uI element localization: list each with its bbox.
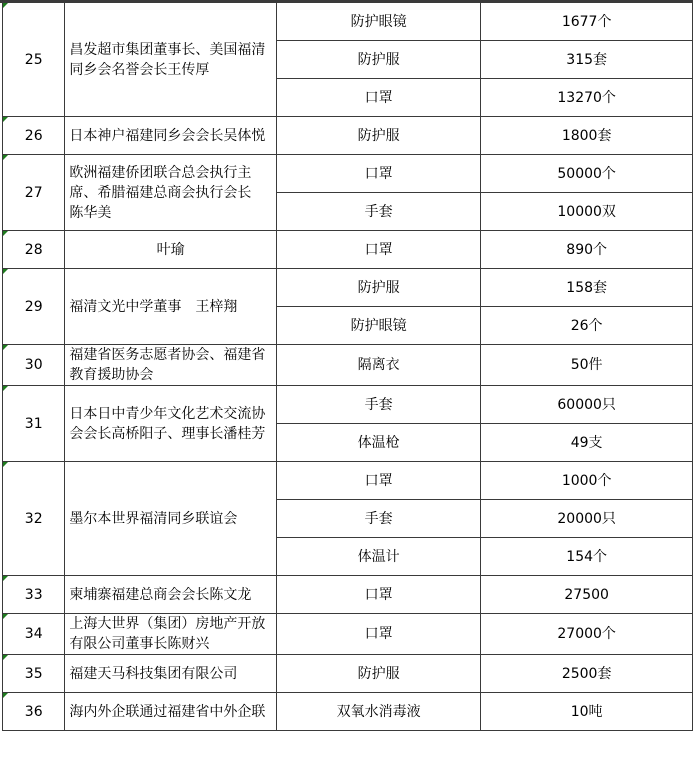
donor-name: 柬埔寨福建总商会会长陈文龙: [69, 586, 252, 603]
donor-name: 上海大世界（集团）房地产开放有限公司董事长陈财兴: [69, 616, 266, 652]
table-row: [3, 386, 693, 424]
row-number-cell[interactable]: [3, 269, 65, 345]
donor-cell[interactable]: [65, 155, 277, 231]
quantity-cell[interactable]: [481, 655, 693, 693]
donor-name: 昌发超市集团董事长、美国福清同乡会名誉会长王传厚: [69, 41, 266, 78]
item-cell[interactable]: [276, 614, 480, 655]
quantity-value: 10吨: [570, 703, 603, 720]
cell-marker-icon: [3, 386, 8, 391]
table-row: [3, 3, 693, 41]
item-cell[interactable]: [276, 41, 480, 79]
quantity-value: 1000个: [561, 472, 612, 489]
item-name: 口罩: [364, 165, 393, 182]
cell-marker-icon: [3, 614, 8, 619]
donor-cell[interactable]: [65, 3, 277, 117]
quantity-cell[interactable]: [481, 614, 693, 655]
row-number-cell[interactable]: [3, 462, 65, 576]
quantity-value: 2500套: [561, 665, 612, 682]
quantity-value: 158套: [566, 279, 608, 296]
quantity-value: 13270个: [557, 89, 616, 106]
table-row: [3, 345, 693, 386]
row-number-cell[interactable]: [3, 576, 65, 614]
item-cell[interactable]: [276, 655, 480, 693]
cell-marker-icon: [3, 462, 8, 467]
quantity-value: 20000只: [557, 510, 616, 527]
item-cell[interactable]: [276, 538, 480, 576]
row-number: 29: [24, 298, 43, 315]
item-cell[interactable]: [276, 155, 480, 193]
item-cell[interactable]: [276, 117, 480, 155]
row-number-cell[interactable]: [3, 345, 65, 386]
row-number-cell[interactable]: [3, 231, 65, 269]
row-number: 25: [24, 51, 43, 68]
quantity-value: 154个: [566, 548, 608, 565]
quantity-value: 27000个: [557, 626, 616, 642]
quantity-value: 890个: [566, 241, 608, 258]
quantity-cell[interactable]: [481, 538, 693, 576]
item-cell[interactable]: [276, 693, 480, 731]
item-cell[interactable]: [276, 231, 480, 269]
item-name: 防护服: [357, 127, 400, 144]
quantity-cell[interactable]: [481, 269, 693, 307]
item-name: 口罩: [364, 472, 393, 489]
row-number-cell[interactable]: [3, 693, 65, 731]
row-number: 36: [24, 703, 43, 720]
quantity-cell[interactable]: [481, 500, 693, 538]
item-cell[interactable]: [276, 500, 480, 538]
row-number: 27: [24, 184, 43, 201]
table-row: [3, 576, 693, 614]
item-name: 口罩: [364, 626, 393, 642]
quantity-cell[interactable]: [481, 424, 693, 462]
item-name: 口罩: [364, 241, 393, 258]
quantity-cell[interactable]: [481, 193, 693, 231]
item-name: 手套: [364, 203, 393, 220]
item-name: 口罩: [364, 89, 393, 106]
cell-marker-icon: [3, 655, 8, 660]
item-name: 体温枪: [357, 434, 400, 451]
item-name: 防护眼镜: [350, 317, 407, 334]
item-cell[interactable]: [276, 79, 480, 117]
donor-cell[interactable]: [65, 693, 277, 731]
donor-name: 墨尔本世界福清同乡联谊会: [69, 510, 238, 527]
quantity-cell[interactable]: [481, 79, 693, 117]
item-name: 防护眼镜: [350, 13, 407, 30]
item-cell[interactable]: [276, 193, 480, 231]
cell-marker-icon: [3, 576, 8, 581]
row-number-cell[interactable]: [3, 655, 65, 693]
cell-marker-icon: [3, 231, 8, 236]
table-row: [3, 231, 693, 269]
item-name: 防护服: [357, 279, 400, 296]
item-cell[interactable]: [276, 462, 480, 500]
donor-cell[interactable]: [65, 117, 277, 155]
item-cell[interactable]: [276, 424, 480, 462]
table-row: [3, 117, 693, 155]
donor-cell[interactable]: [65, 655, 277, 693]
donor-name: 欧洲福建侨团联合总会执行主席、希腊福建总商会执行会长 陈华美: [69, 164, 266, 221]
quantity-value: 27500: [564, 586, 609, 603]
row-number: 32: [24, 510, 43, 527]
donor-name: 福建省医务志愿者协会、福建省教育援助协会: [69, 347, 266, 383]
row-number: 26: [24, 127, 43, 144]
row-number: 33: [24, 586, 43, 603]
donor-cell[interactable]: [65, 269, 277, 345]
item-cell[interactable]: [276, 386, 480, 424]
table-row: [3, 462, 693, 500]
donor-cell[interactable]: [65, 345, 277, 386]
item-name: 双氧水消毒液: [336, 703, 421, 720]
item-cell[interactable]: [276, 345, 480, 386]
donor-cell[interactable]: [65, 462, 277, 576]
quantity-value: 50000个: [557, 165, 616, 182]
table-row: [3, 155, 693, 193]
item-name: 手套: [364, 396, 393, 413]
quantity-cell[interactable]: [481, 386, 693, 424]
donor-cell[interactable]: [65, 386, 277, 462]
donor-cell[interactable]: [65, 614, 277, 655]
donor-name: 福建天马科技集团有限公司: [69, 665, 238, 682]
cell-marker-icon: [3, 269, 8, 274]
item-cell[interactable]: [276, 576, 480, 614]
quantity-cell[interactable]: [481, 41, 693, 79]
item-name: 隔离衣: [357, 357, 400, 373]
donor-cell[interactable]: [65, 231, 277, 269]
quantity-value: 50件: [570, 357, 603, 373]
cell-marker-icon: [3, 693, 8, 698]
quantity-value: 60000只: [557, 396, 616, 413]
table-body: [3, 3, 693, 731]
donor-name: 福清文光中学董事 王梓翔: [69, 298, 238, 315]
item-name: 口罩: [364, 586, 393, 603]
quantity-value: 26个: [570, 317, 603, 334]
table-row: [3, 655, 693, 693]
donor-cell[interactable]: [65, 576, 277, 614]
table-row: [3, 269, 693, 307]
quantity-cell[interactable]: [481, 345, 693, 386]
item-cell[interactable]: [276, 307, 480, 345]
quantity-cell[interactable]: [481, 462, 693, 500]
row-number: 28: [24, 241, 43, 258]
quantity-value: 1677个: [561, 13, 612, 30]
item-cell[interactable]: [276, 269, 480, 307]
item-cell[interactable]: [276, 3, 480, 41]
quantity-value: 315套: [566, 51, 608, 68]
quantity-value: 10000双: [557, 203, 616, 220]
row-number-cell[interactable]: [3, 614, 65, 655]
cell-marker-icon: [3, 3, 8, 8]
quantity-cell[interactable]: [481, 693, 693, 731]
row-number: 35: [24, 665, 43, 682]
quantity-cell[interactable]: [481, 576, 693, 614]
donor-name: 海内外企联通过福建省中外企联: [69, 703, 266, 720]
quantity-value: 49支: [570, 434, 603, 451]
cell-marker-icon: [3, 345, 8, 350]
cell-marker-icon: [3, 117, 8, 122]
quantity-cell[interactable]: [481, 307, 693, 345]
item-name: 防护服: [357, 51, 400, 68]
row-number-cell[interactable]: [3, 117, 65, 155]
row-number: 31: [24, 415, 43, 432]
item-name: 防护服: [357, 665, 400, 682]
quantity-cell[interactable]: [481, 231, 693, 269]
item-name: 体温计: [357, 548, 400, 565]
row-number-cell[interactable]: [3, 386, 65, 462]
quantity-value: 1800套: [561, 127, 612, 144]
row-number-cell[interactable]: [3, 3, 65, 117]
row-number-cell[interactable]: [3, 155, 65, 231]
row-number: 30: [24, 357, 43, 373]
quantity-cell[interactable]: [481, 117, 693, 155]
quantity-cell[interactable]: [481, 155, 693, 193]
table-row: [3, 693, 693, 731]
cell-marker-icon: [3, 155, 8, 160]
quantity-cell[interactable]: [481, 3, 693, 41]
donor-name: 叶瑜: [156, 241, 185, 258]
table-row: [3, 614, 693, 655]
row-number: 34: [24, 626, 43, 642]
donation-table: [2, 2, 693, 731]
donor-name: 日本神户福建同乡会会长吴体悦: [69, 127, 266, 144]
item-name: 手套: [364, 510, 393, 527]
donor-name: 日本日中青少年文化艺术交流协会会长高桥阳子、理事长潘桂芳: [69, 405, 266, 442]
